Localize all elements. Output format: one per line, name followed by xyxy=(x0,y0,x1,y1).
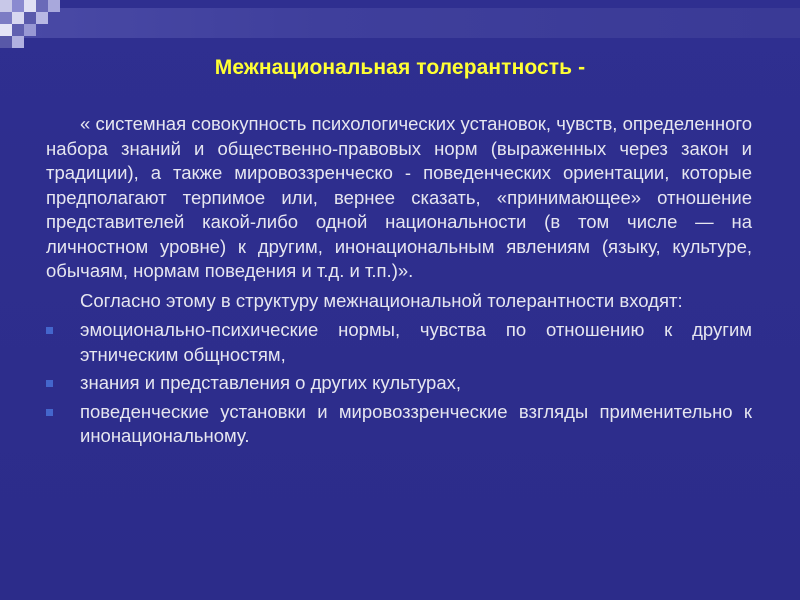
decorative-corner-squares xyxy=(0,0,80,60)
square-bullet-icon xyxy=(46,409,53,416)
intro-paragraph: Согласно этому в структуру межнациональной толерантности входят: xyxy=(80,289,683,311)
slide-title: Межнациональная толерантность - xyxy=(214,56,586,79)
list-item-text: знания и представления о других культурах, xyxy=(80,372,462,393)
list-item-text: поведенческие установки и мировоззренческие взгляды применительно к инонациональному. xyxy=(80,400,752,446)
slide-content xyxy=(46,112,752,453)
square-bullet-icon xyxy=(46,380,53,387)
definition-paragraph: « системная совокупность психологических установок, чувств, определенного набора знаний и общественно-правовых норм (выраженных через закон и традиции), а также мировоззренческо - поведенческих ориентации, которые предполагают терпимое или, вернее сказать, «принимающее» отношение представителей какой-либо одной национальности (в том числе — на личностном уровне) к другим, инонациональным явлениям (языку, культуре, обычаям, нормам поведения и т.д. и т.п.)». xyxy=(46,113,752,281)
decorative-top-bar xyxy=(0,8,800,38)
list-item-text: эмоционально-психические нормы, чувства по отношению к другим этническим общностям, xyxy=(80,319,752,365)
list-item xyxy=(46,400,752,449)
list-item xyxy=(46,318,752,367)
square-bullet-icon xyxy=(46,327,53,334)
list-item xyxy=(46,371,752,396)
structure-bullet-list xyxy=(46,318,752,449)
